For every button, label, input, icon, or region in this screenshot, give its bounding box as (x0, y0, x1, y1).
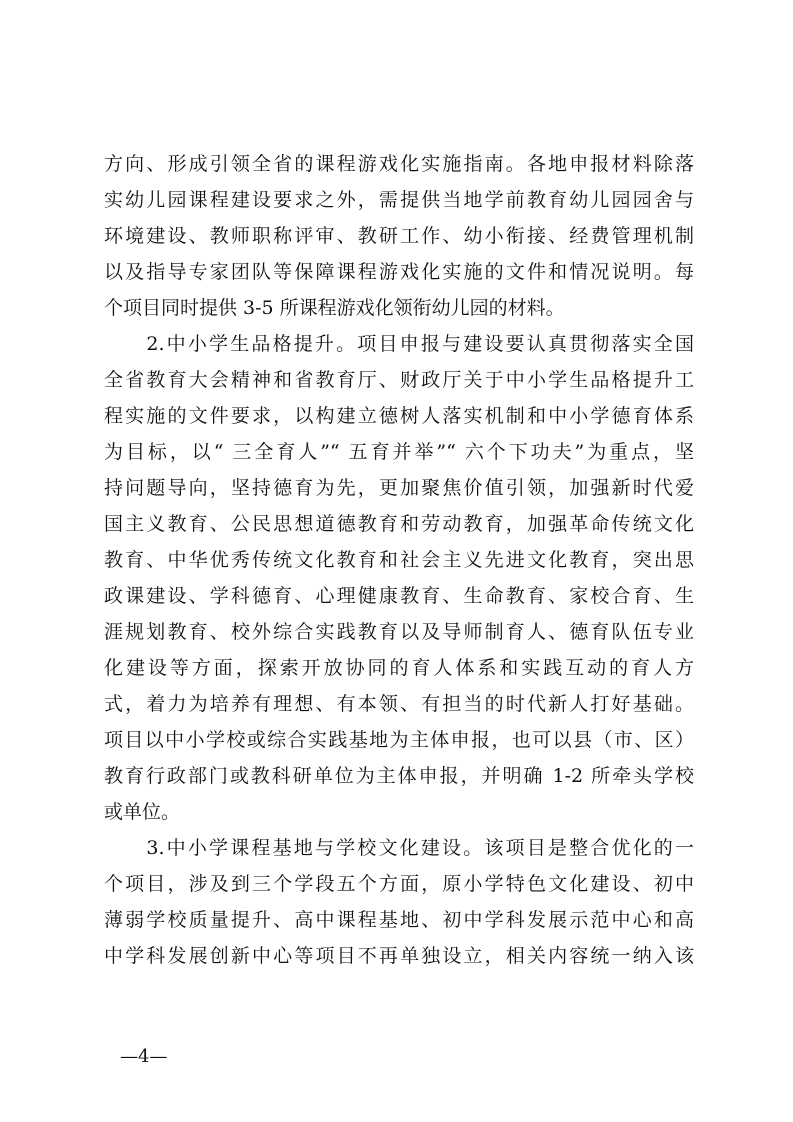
text-line: 中学科发展创新中心等项目不再单独设立，相关内容统一纳入该 (104, 945, 694, 967)
text-line: 化建设等方面，探索开放协同的育人体系和实践互动的育人方 (104, 657, 694, 679)
text-line: 或单位。 (104, 801, 181, 823)
text-line: 教育行政部门或教科研单位为主体申报，并明确 1-2 所牵头学校 (104, 765, 694, 787)
text-line: 全省教育大会精神和省教育厅、财政厅关于中小学生品格提升工 (104, 369, 694, 391)
text-line: 涯规划教育、校外综合实践教育以及导师制育人、德育队伍专业 (104, 621, 694, 643)
text-line: 程实施的文件要求，以构建立德树人落实机制和中小学德育体系 (104, 405, 694, 427)
text-line: 项目以中小学校或综合实践基地为主体申报，也可以县（市、区） (104, 729, 694, 751)
text-line: 持问题导向，坚持德育为先，更加聚焦价值引领，加强新时代爱 (104, 477, 694, 499)
text-line: 薄弱学校质量提升、高中课程基地、初中学科发展示范中心和高 (104, 909, 694, 931)
text-line: 国主义教育、公民思想道德教育和劳动教育，加强革命传统文化 (104, 513, 694, 535)
body-text (104, 146, 694, 974)
text-line: 2.中小学生品格提升。项目申报与建设要认真贯彻落实全国 (104, 333, 694, 355)
text-line: 以及指导专家团队等保障课程游戏化实施的文件和情况说明。每 (104, 261, 694, 283)
text-line: 政课建设、学科德育、心理健康教育、生命教育、家校合育、生 (104, 585, 694, 607)
page-number: —4— (120, 1046, 168, 1067)
text-line: 环境建设、教师职称评审、教研工作、幼小衔接、经费管理机制 (104, 225, 694, 247)
text-line: 个项目，涉及到三个学段五个方面，原小学特色文化建设、初中 (104, 873, 694, 895)
text-line: 3.中小学课程基地与学校文化建设。该项目是整合优化的一 (104, 837, 694, 859)
text-line: 个项目同时提供 3-5 所课程游戏化领衔幼儿园的材料。 (104, 297, 565, 319)
text-line: 为目标，以“ 三全育人”“ 五育并举”“ 六个下功夫”为重点，坚 (104, 441, 694, 463)
text-line: 式，着力为培养有理想、有本领、有担当的时代新人打好基础。 (104, 693, 694, 715)
text-line: 方向、形成引领全省的课程游戏化实施指南。各地申报材料除落 (104, 153, 694, 175)
text-line: 实幼儿园课程建设要求之外，需提供当地学前教育幼儿园园舍与 (104, 189, 694, 211)
text-line: 教育、中华优秀传统文化教育和社会主义先进文化教育，突出思 (104, 549, 694, 571)
